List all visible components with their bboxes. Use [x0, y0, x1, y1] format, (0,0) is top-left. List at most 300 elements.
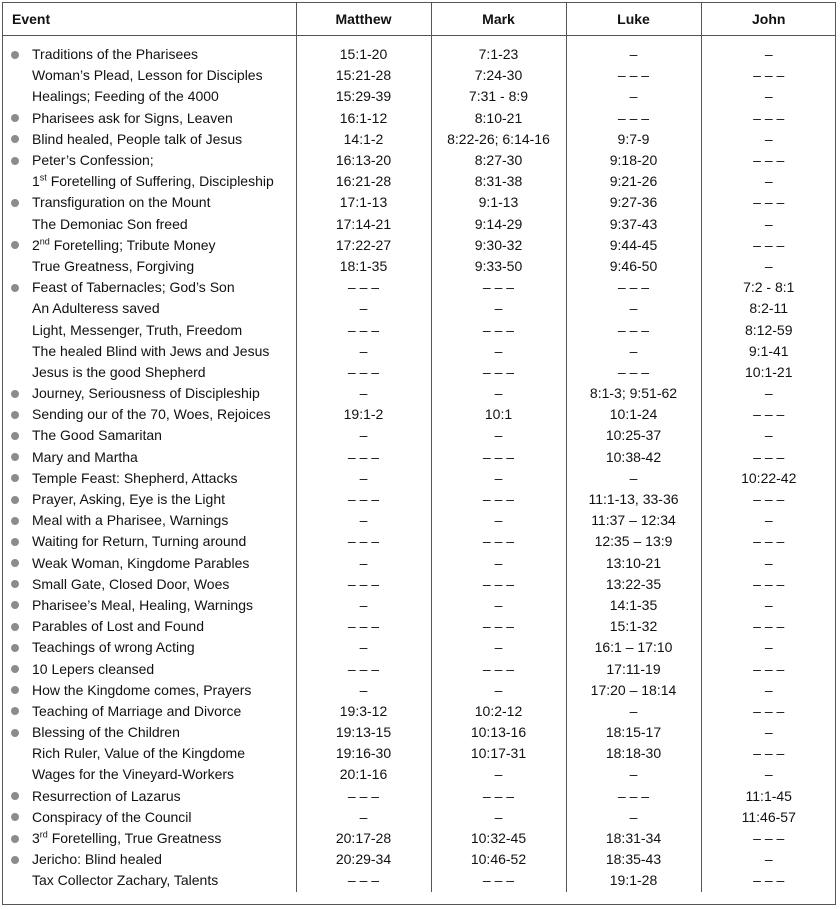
table-row	[3, 870, 836, 891]
bullet-icon	[11, 453, 19, 461]
header-row	[3, 3, 836, 36]
table-row	[3, 468, 836, 489]
luke-reference: 15:1-32	[566, 616, 701, 637]
mark-reference: 10:2-12	[431, 701, 566, 722]
luke-reference: 10:1-24	[566, 404, 701, 425]
event-label: An Adulteress saved	[32, 300, 160, 317]
table-row	[3, 637, 836, 658]
event-label: Waiting for Return, Turning around	[32, 533, 247, 550]
matthew-reference: –	[296, 807, 431, 828]
john-reference: –	[701, 637, 836, 658]
matthew-reference: – – –	[296, 319, 431, 340]
event-label: Woman’s Plead, Lesson for Disciples	[32, 67, 263, 84]
mark-reference: – – –	[431, 574, 566, 595]
luke-reference: 18:18-30	[566, 743, 701, 764]
bullet-icon	[11, 390, 19, 398]
event-cell	[3, 150, 296, 171]
table-row	[3, 36, 836, 66]
table-row	[3, 616, 836, 637]
mark-reference: – – –	[431, 870, 566, 891]
table-row	[3, 489, 836, 510]
bullet-icon	[11, 707, 19, 715]
john-reference: –	[701, 256, 836, 277]
mark-reference: –	[431, 637, 566, 658]
luke-reference: 10:25-37	[566, 425, 701, 446]
mark-reference: 10:17-31	[431, 743, 566, 764]
bullet-icon	[11, 284, 19, 292]
luke-reference: 10:38-42	[566, 447, 701, 468]
bullet-icon	[11, 199, 19, 207]
table-row	[3, 235, 836, 256]
event-label: True Greatness, Forgiving	[32, 257, 195, 274]
table-row	[3, 86, 836, 107]
luke-reference: 9:46-50	[566, 256, 701, 277]
mark-reference: –	[431, 764, 566, 785]
mark-reference: – – –	[431, 531, 566, 552]
bullet-icon	[11, 538, 19, 546]
table-row	[3, 722, 836, 743]
event-label: Teaching of Marriage and Divorce	[32, 702, 242, 719]
table-row	[3, 341, 836, 362]
matthew-reference: 15:21-28	[296, 65, 431, 86]
john-reference: – – –	[701, 658, 836, 679]
event-label: Foretelling of Suffering, Discipleship	[46, 173, 274, 190]
mark-reference: –	[431, 383, 566, 404]
john-reference: – – –	[701, 574, 836, 595]
event-label: Blessing of the Children	[32, 724, 180, 741]
event-cell	[3, 870, 296, 891]
matthew-reference: 19:1-2	[296, 404, 431, 425]
bullet-icon	[11, 241, 19, 249]
john-reference: 11:1-45	[701, 786, 836, 807]
john-reference: –	[701, 86, 836, 107]
event-cell	[3, 807, 296, 828]
event-cell	[3, 425, 296, 446]
table-row	[3, 595, 836, 616]
john-reference: –	[701, 383, 836, 404]
luke-reference: 18:35-43	[566, 849, 701, 870]
event-ordinal-suffix: st	[39, 172, 47, 183]
table-row	[3, 849, 836, 870]
john-reference: –	[701, 510, 836, 531]
john-reference: – – –	[701, 870, 836, 891]
matthew-reference: 15:1-20	[296, 36, 431, 66]
mark-reference: – – –	[431, 362, 566, 383]
matthew-reference: –	[296, 383, 431, 404]
luke-reference: 14:1-35	[566, 595, 701, 616]
table-row	[3, 383, 836, 404]
john-reference: 10:22-42	[701, 468, 836, 489]
mark-reference: –	[431, 553, 566, 574]
table-row	[3, 510, 836, 531]
luke-reference: 13:22-35	[566, 574, 701, 595]
mark-reference: – – –	[431, 447, 566, 468]
mark-reference: –	[431, 468, 566, 489]
matthew-reference: – – –	[296, 658, 431, 679]
event-cell	[3, 65, 296, 86]
event-label: Teachings of wrong Acting	[32, 639, 195, 656]
bullet-icon	[11, 135, 19, 143]
matthew-reference: –	[296, 341, 431, 362]
luke-reference: – – –	[566, 277, 701, 298]
event-cell	[3, 510, 296, 531]
table-row	[3, 701, 836, 722]
event-cell	[3, 489, 296, 510]
table-row	[3, 574, 836, 595]
john-reference: –	[701, 595, 836, 616]
event-label: Small Gate, Closed Door, Woes	[32, 575, 230, 592]
matthew-reference: – – –	[296, 786, 431, 807]
mark-reference: 7:1-23	[431, 36, 566, 66]
table-row	[3, 214, 836, 235]
event-label: Transfiguration on the Mount	[32, 194, 211, 211]
luke-reference: 13:10-21	[566, 553, 701, 574]
event-cell	[3, 637, 296, 658]
event-cell	[3, 171, 296, 192]
luke-reference: – – –	[566, 108, 701, 129]
john-reference: –	[701, 553, 836, 574]
matthew-reference: 14:1-2	[296, 129, 431, 150]
table-row	[3, 764, 836, 785]
mark-reference: 8:22-26; 6:14-16	[431, 129, 566, 150]
event-label: Traditions of the Pharisees	[32, 46, 199, 63]
event-label: Foretelling; Tribute Money	[49, 236, 216, 253]
matthew-reference: 17:1-13	[296, 192, 431, 213]
luke-reference: 18:31-34	[566, 828, 701, 849]
john-reference: –	[701, 849, 836, 870]
event-cell	[3, 616, 296, 637]
mark-reference: – – –	[431, 277, 566, 298]
luke-reference: 19:1-28	[566, 870, 701, 891]
table-row	[3, 298, 836, 319]
event-label: The healed Blind with Jews and Jesus	[32, 342, 270, 359]
table-row	[3, 150, 836, 171]
matthew-reference: – – –	[296, 531, 431, 552]
matthew-reference: – – –	[296, 616, 431, 637]
event-cell	[3, 108, 296, 129]
bullet-icon	[11, 580, 19, 588]
table-row	[3, 828, 836, 849]
event-label: Light, Messenger, Truth, Freedom	[32, 321, 243, 338]
john-reference: – – –	[701, 108, 836, 129]
mark-reference: –	[431, 341, 566, 362]
luke-reference: 17:20 – 18:14	[566, 680, 701, 701]
luke-reference: –	[566, 468, 701, 489]
bullet-icon	[11, 496, 19, 504]
bullet-icon	[11, 411, 19, 419]
john-reference: –	[701, 722, 836, 743]
john-reference: 11:46-57	[701, 807, 836, 828]
bullet-icon	[11, 856, 19, 864]
event-cell	[3, 129, 296, 150]
event-cell	[3, 235, 296, 256]
bullet-icon	[11, 623, 19, 631]
event-label: The Demoniac Son freed	[32, 215, 188, 232]
john-reference: – – –	[701, 828, 836, 849]
mark-reference: –	[431, 680, 566, 701]
event-cell	[3, 192, 296, 213]
mark-reference: 8:10-21	[431, 108, 566, 129]
bullet-icon	[11, 601, 19, 609]
event-label: Prayer, Asking, Eye is the Light	[32, 491, 225, 508]
event-cell	[3, 256, 296, 277]
matthew-reference: 20:17-28	[296, 828, 431, 849]
event-cell	[3, 531, 296, 552]
event-cell	[3, 595, 296, 616]
event-cell	[3, 743, 296, 764]
event-cell	[3, 701, 296, 722]
luke-reference: 9:44-45	[566, 235, 701, 256]
table-row	[3, 743, 836, 764]
event-label: 10 Lepers cleansed	[32, 660, 155, 677]
luke-reference: 11:37 – 12:34	[566, 510, 701, 531]
bullet-icon	[11, 474, 19, 482]
luke-reference: –	[566, 764, 701, 785]
table-row	[3, 680, 836, 701]
event-label: Mary and Martha	[32, 448, 138, 465]
event-label: Jesus is the good Shepherd	[32, 363, 206, 380]
table-row	[3, 807, 836, 828]
luke-reference: 17:11-19	[566, 658, 701, 679]
event-cell	[3, 574, 296, 595]
matthew-reference: – – –	[296, 277, 431, 298]
john-reference: 8:12-59	[701, 319, 836, 340]
table-body	[3, 36, 836, 892]
matthew-reference: 18:1-35	[296, 256, 431, 277]
luke-reference: 16:1 – 17:10	[566, 637, 701, 658]
matthew-reference: 15:29-39	[296, 86, 431, 107]
bullet-icon	[11, 729, 19, 737]
table-row	[3, 425, 836, 446]
luke-reference: –	[566, 298, 701, 319]
mark-reference: – – –	[431, 319, 566, 340]
matthew-reference: 20:1-16	[296, 764, 431, 785]
event-cell	[3, 786, 296, 807]
john-reference: 10:1-21	[701, 362, 836, 383]
luke-reference: 9:27-36	[566, 192, 701, 213]
mark-reference: –	[431, 298, 566, 319]
event-ordinal-number: 2	[32, 236, 40, 253]
event-label: Peter’s Confession;	[32, 152, 154, 169]
luke-reference: 9:21-26	[566, 171, 701, 192]
event-ordinal-suffix: rd	[39, 829, 48, 840]
luke-reference: 8:1-3; 9:51-62	[566, 383, 701, 404]
matthew-reference: –	[296, 637, 431, 658]
bullet-icon	[11, 157, 19, 165]
bullet-icon	[11, 686, 19, 694]
luke-reference: –	[566, 807, 701, 828]
event-label: Foretelling, True Greatness	[47, 830, 222, 847]
matthew-reference: –	[296, 680, 431, 701]
event-label: Pharisee’s Meal, Healing, Warnings	[32, 596, 253, 613]
event-ordinal-number: 1	[32, 173, 40, 190]
event-cell	[3, 468, 296, 489]
john-reference: – – –	[701, 531, 836, 552]
john-reference: – – –	[701, 701, 836, 722]
event-label: Weak Woman, Kingdome Parables	[32, 554, 250, 571]
matthew-reference: 19:3-12	[296, 701, 431, 722]
luke-reference: – – –	[566, 362, 701, 383]
event-label: Sending our of the 70, Woes, Rejoices	[32, 406, 271, 423]
table-row	[3, 786, 836, 807]
event-cell	[3, 447, 296, 468]
john-reference: –	[701, 425, 836, 446]
john-reference: –	[701, 171, 836, 192]
mark-reference: –	[431, 425, 566, 446]
matthew-reference: – – –	[296, 447, 431, 468]
table-row	[3, 447, 836, 468]
john-reference: – – –	[701, 447, 836, 468]
event-cell	[3, 341, 296, 362]
luke-reference: –	[566, 36, 701, 66]
luke-reference: –	[566, 86, 701, 107]
event-cell	[3, 680, 296, 701]
john-reference: –	[701, 36, 836, 66]
mark-reference: – – –	[431, 489, 566, 510]
mark-reference: – – –	[431, 658, 566, 679]
john-reference: –	[701, 129, 836, 150]
luke-reference: 9:7-9	[566, 129, 701, 150]
john-reference: 8:2-11	[701, 298, 836, 319]
matthew-reference: 16:13-20	[296, 150, 431, 171]
matthew-reference: –	[296, 510, 431, 531]
john-reference: – – –	[701, 489, 836, 510]
event-cell	[3, 298, 296, 319]
event-label: How the Kingdome comes, Prayers	[32, 681, 252, 698]
event-label: Parables of Lost and Found	[32, 618, 205, 635]
matthew-reference: –	[296, 468, 431, 489]
mark-reference: – – –	[431, 786, 566, 807]
luke-reference: 18:15-17	[566, 722, 701, 743]
table-row	[3, 65, 836, 86]
bullet-icon	[11, 51, 19, 59]
luke-reference: 9:18-20	[566, 150, 701, 171]
gospel-harmony-table	[3, 3, 836, 892]
matthew-reference: –	[296, 553, 431, 574]
event-cell	[3, 658, 296, 679]
mark-reference: –	[431, 510, 566, 531]
gospel-harmony-table-frame	[2, 2, 836, 905]
matthew-reference: –	[296, 595, 431, 616]
table-row	[3, 658, 836, 679]
matthew-reference: – – –	[296, 362, 431, 383]
table-row	[3, 404, 836, 425]
luke-reference: 12:35 – 13:9	[566, 531, 701, 552]
header-mark: Mark	[431, 3, 566, 36]
bullet-icon	[11, 835, 19, 843]
event-cell	[3, 722, 296, 743]
table-row	[3, 108, 836, 129]
header-luke: Luke	[566, 3, 701, 36]
event-label: Rich Ruler, Value of the Kingdome	[32, 745, 245, 762]
matthew-reference: – – –	[296, 489, 431, 510]
matthew-reference: 19:16-30	[296, 743, 431, 764]
table-row	[3, 129, 836, 150]
table-row	[3, 531, 836, 552]
mark-reference: 9:33-50	[431, 256, 566, 277]
john-reference: – – –	[701, 404, 836, 425]
event-ordinal-number: 3	[32, 830, 40, 847]
event-cell	[3, 362, 296, 383]
event-label: Wages for the Vineyard-Workers	[32, 766, 235, 783]
event-label: Temple Feast: Shepherd, Attacks	[32, 469, 238, 486]
john-reference: –	[701, 214, 836, 235]
event-ordinal-suffix: nd	[39, 236, 50, 247]
mark-reference: 9:1-13	[431, 192, 566, 213]
john-reference: – – –	[701, 192, 836, 213]
mark-reference: 10:13-16	[431, 722, 566, 743]
luke-reference: 9:37-43	[566, 214, 701, 235]
john-reference: –	[701, 680, 836, 701]
bullet-icon	[11, 114, 19, 122]
event-label: Healings; Feeding of the 4000	[32, 88, 219, 105]
john-reference: – – –	[701, 616, 836, 637]
table-row	[3, 171, 836, 192]
bullet-icon	[11, 432, 19, 440]
mark-reference: –	[431, 595, 566, 616]
mark-reference: – – –	[431, 616, 566, 637]
event-cell	[3, 86, 296, 107]
bullet-icon	[11, 644, 19, 652]
event-label: Blind healed, People talk of Jesus	[32, 130, 243, 147]
luke-reference: – – –	[566, 319, 701, 340]
mark-reference: 8:31-38	[431, 171, 566, 192]
matthew-reference: 17:14-21	[296, 214, 431, 235]
matthew-reference: 20:29-34	[296, 849, 431, 870]
event-label: Conspiracy of the Council	[32, 808, 192, 825]
mark-reference: 7:24-30	[431, 65, 566, 86]
event-label: Resurrection of Lazarus	[32, 787, 181, 804]
luke-reference: –	[566, 341, 701, 362]
table-row	[3, 256, 836, 277]
matthew-reference: 16:1-12	[296, 108, 431, 129]
mark-reference: 10:32-45	[431, 828, 566, 849]
event-label: Meal with a Pharisee, Warnings	[32, 512, 229, 529]
event-cell	[3, 764, 296, 785]
luke-reference: 11:1-13, 33-36	[566, 489, 701, 510]
matthew-reference: –	[296, 298, 431, 319]
event-cell	[3, 553, 296, 574]
matthew-reference: – – –	[296, 870, 431, 891]
event-label: Jericho: Blind healed	[32, 851, 162, 868]
event-label: Pharisees ask for Signs, Leaven	[32, 109, 233, 126]
mark-reference: 8:27-30	[431, 150, 566, 171]
event-cell	[3, 828, 296, 849]
john-reference: – – –	[701, 743, 836, 764]
matthew-reference: 16:21-28	[296, 171, 431, 192]
table-row	[3, 362, 836, 383]
event-cell	[3, 214, 296, 235]
header-event: Event	[3, 3, 296, 36]
event-label: Tax Collector Zachary, Talents	[32, 872, 219, 889]
event-cell	[3, 383, 296, 404]
matthew-reference: 17:22-27	[296, 235, 431, 256]
mark-reference: 9:30-32	[431, 235, 566, 256]
luke-reference: – – –	[566, 786, 701, 807]
mark-reference: –	[431, 807, 566, 828]
john-reference: –	[701, 764, 836, 785]
event-cell	[3, 849, 296, 870]
header-john: John	[701, 3, 836, 36]
john-reference: 7:2 - 8:1	[701, 277, 836, 298]
event-cell	[3, 404, 296, 425]
bullet-icon	[11, 665, 19, 673]
mark-reference: 9:14-29	[431, 214, 566, 235]
event-cell	[3, 36, 296, 66]
event-cell	[3, 277, 296, 298]
event-label: Feast of Tabernacles; God’s Son	[32, 279, 235, 296]
matthew-reference: –	[296, 425, 431, 446]
